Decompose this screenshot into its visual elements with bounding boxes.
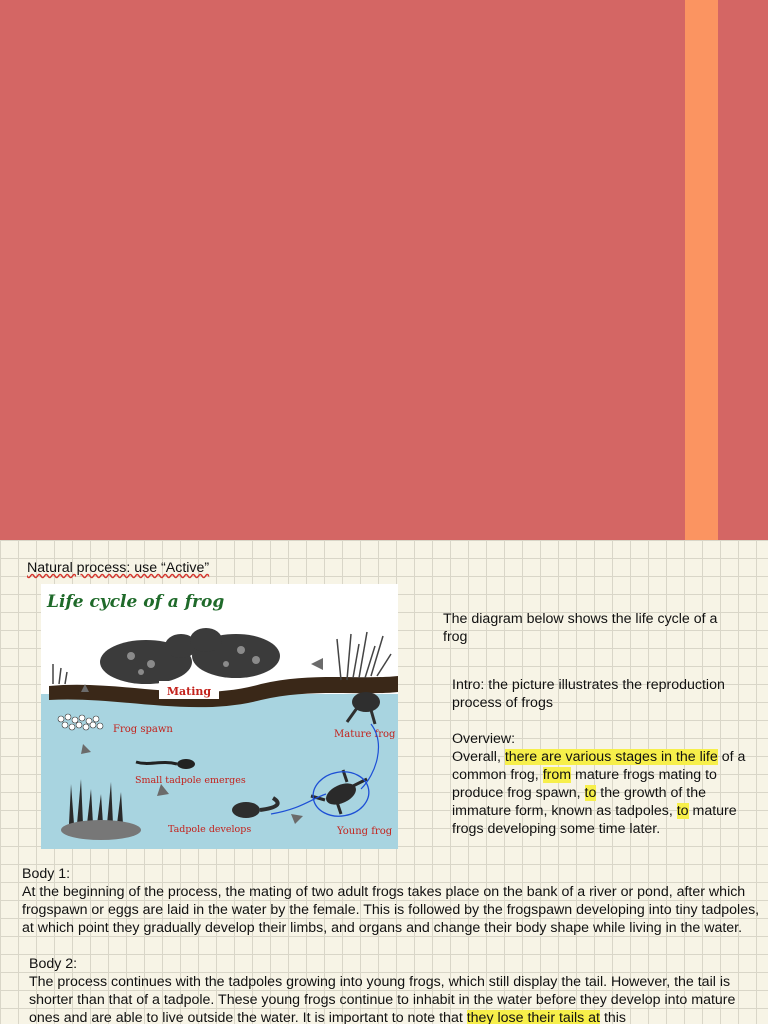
label-mating: Mating [166,685,212,698]
mating-frogs-icon [100,628,280,684]
frog-life-cycle-diagram [41,584,398,849]
label-mature-frog: Mature frog [334,729,396,740]
overview-heading: Overview: [452,731,516,747]
label-frog-spawn: Frog spawn [113,724,173,735]
highlight: to [676,803,689,819]
highlight: there are various stages in the life [504,749,718,765]
body1-block [22,865,764,937]
task-prompt: The diagram below shows the life cycle of a frog [443,611,718,645]
body2-paragraph: The process continues with the tadpoles growing into young frogs, which still display the tail. However, the tail is shorter than that of a tadpole. These young frogs continue to inhabit in the water before they develop into mature ones and are able to live outside the water. It is important to note that they lose their tails at this [29,974,736,1024]
highlight: they lose their tails at [466,1010,600,1024]
accent-stripe [685,0,718,540]
grass-icon [53,664,67,684]
label-young-frog: Young frog [337,826,393,837]
diagram-title: Life cycle of a frog [47,592,225,612]
body2-heading: Body 2: [29,956,78,972]
reeds-icon [337,632,391,680]
heading-note: Natural process: use “Active” [27,560,210,576]
overview-paragraph: Overall, there are various stages in the life of a common frog, from mature frogs mating to produce frog spawn, to the growth of the immature form, known as tadpoles, to mature frogs developing some time later. [452,749,746,837]
highlight: from [542,767,572,783]
intro-paragraph: Intro: the picture illustrates the reproduction process of frogs [452,677,725,711]
notes-page [0,540,768,1024]
body1-heading: Body 1: [22,866,71,882]
highlight: to [584,785,597,801]
body2-block [29,955,765,1024]
label-tadpole-develops: Tadpole develops [168,824,252,835]
body1-paragraph: At the beginning of the process, the mating of two adult frogs takes place on the bank of a river or pond, after which frogspawn or eggs are laid in the water by the female. This is followed by the frogspawn developing into tiny tadpoles, at which point they gradually develop their limbs, and organs and change their body shape while living in the water. [22,884,760,936]
overview-block [452,730,762,838]
label-small-tadpole: Small tadpole emerges [135,775,246,786]
